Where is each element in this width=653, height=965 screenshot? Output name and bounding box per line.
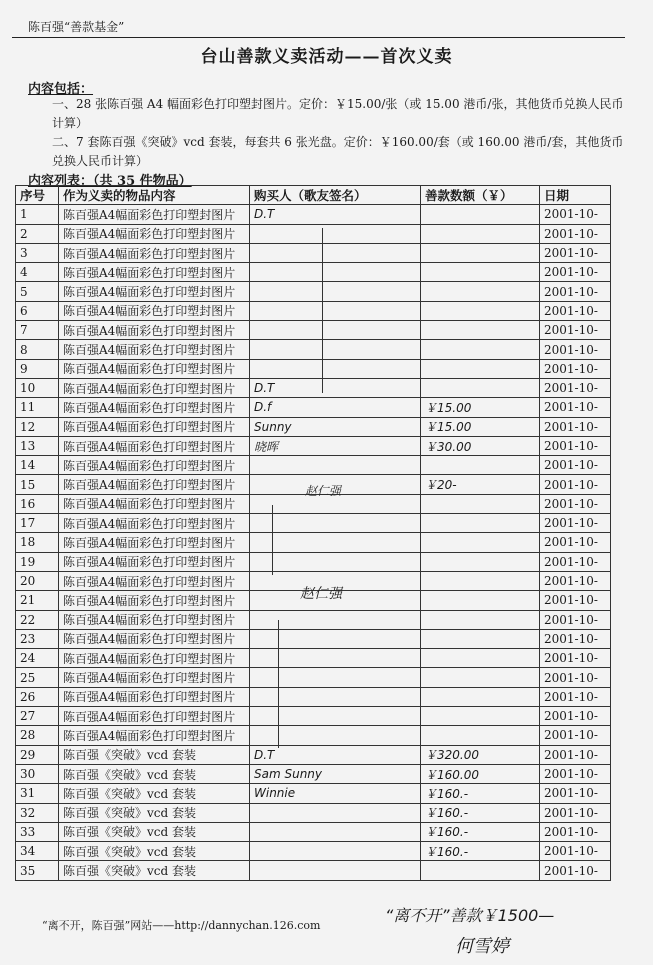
row-item: 陈百强A4幅面彩色打印塑封图片 xyxy=(59,610,250,629)
table-row xyxy=(16,822,611,841)
row-number: 16 xyxy=(16,494,59,513)
row-item: 陈百强A4幅面彩色打印塑封图片 xyxy=(59,359,250,378)
row-amount xyxy=(421,552,540,571)
row-date: 2001-10- xyxy=(540,321,611,340)
table-row xyxy=(16,359,611,378)
row-date: 2001-10- xyxy=(540,514,611,533)
row-date: 2001-10- xyxy=(540,263,611,282)
row-amount xyxy=(421,687,540,706)
table-row xyxy=(16,707,611,726)
row-date: 2001-10- xyxy=(540,764,611,783)
row-item: 陈百强A4幅面彩色打印塑封图片 xyxy=(59,475,250,494)
row-number: 19 xyxy=(16,552,59,571)
row-item: 陈百强A4幅面彩色打印塑封图片 xyxy=(59,301,250,320)
row-item: 陈百强A4幅面彩色打印塑封图片 xyxy=(59,726,250,745)
row-buyer xyxy=(250,822,421,841)
row-item: 陈百强A4幅面彩色打印塑封图片 xyxy=(59,263,250,282)
row-amount xyxy=(421,629,540,648)
row-item: 陈百强A4幅面彩色打印塑封图片 xyxy=(59,282,250,301)
row-amount xyxy=(421,263,540,282)
row-date: 2001-10- xyxy=(540,456,611,475)
row-number: 34 xyxy=(16,842,59,861)
row-number: 15 xyxy=(16,475,59,494)
row-number: 18 xyxy=(16,533,59,552)
row-buyer xyxy=(250,803,421,822)
handwritten-bracket-line xyxy=(322,228,323,393)
row-amount xyxy=(421,282,540,301)
row-number: 21 xyxy=(16,591,59,610)
row-date: 2001-10- xyxy=(540,745,611,764)
fund-header: 陈百强“善款基金” xyxy=(28,20,125,34)
table-row xyxy=(16,784,611,803)
row-amount xyxy=(421,533,540,552)
row-date: 2001-10- xyxy=(540,533,611,552)
table-row xyxy=(16,436,611,455)
row-number: 24 xyxy=(16,649,59,668)
row-number: 3 xyxy=(16,243,59,262)
row-item: 陈百强A4幅面彩色打印塑封图片 xyxy=(59,224,250,243)
row-buyer xyxy=(250,224,421,243)
row-item: 陈百强《突破》vcd 套装 xyxy=(59,745,250,764)
row-amount: ￥30.00 xyxy=(421,436,540,455)
row-date: 2001-10- xyxy=(540,629,611,648)
table-row xyxy=(16,687,611,706)
row-number: 1 xyxy=(16,205,59,224)
row-amount xyxy=(421,359,540,378)
row-item: 陈百强A4幅面彩色打印塑封图片 xyxy=(59,668,250,687)
row-amount xyxy=(421,514,540,533)
row-buyer xyxy=(250,340,421,359)
row-date: 2001-10- xyxy=(540,359,611,378)
row-item: 陈百强《突破》vcd 套装 xyxy=(59,803,250,822)
row-buyer: D.T xyxy=(250,205,421,224)
row-item: 陈百强A4幅面彩色打印塑封图片 xyxy=(59,571,250,590)
row-item: 陈百强A4幅面彩色打印塑封图片 xyxy=(59,243,250,262)
row-item: 陈百强A4幅面彩色打印塑封图片 xyxy=(59,533,250,552)
row-number: 14 xyxy=(16,456,59,475)
row-number: 4 xyxy=(16,263,59,282)
contents-item-1: 一、28 张陈百强 A4 幅面彩色打印塑封图片。定价：￥15.00/张（或 15.00 港币/张，其他货币兑换人民币计算） xyxy=(52,97,624,130)
row-amount xyxy=(421,224,540,243)
table-row xyxy=(16,417,611,436)
row-number: 17 xyxy=(16,514,59,533)
row-amount xyxy=(421,861,540,880)
row-amount xyxy=(421,610,540,629)
table-row xyxy=(16,205,611,224)
row-number: 29 xyxy=(16,745,59,764)
row-date: 2001-10- xyxy=(540,861,611,880)
row-amount xyxy=(421,301,540,320)
table-row xyxy=(16,378,611,397)
row-number: 20 xyxy=(16,571,59,590)
row-item: 陈百强A4幅面彩色打印塑封图片 xyxy=(59,494,250,513)
row-amount: ￥20- xyxy=(421,475,540,494)
handwritten-name-row21: 赵仁强 xyxy=(300,586,342,602)
row-number: 26 xyxy=(16,687,59,706)
row-date: 2001-10- xyxy=(540,784,611,803)
row-amount: ￥160.- xyxy=(421,803,540,822)
row-item: 陈百强A4幅面彩色打印塑封图片 xyxy=(59,591,250,610)
row-amount xyxy=(421,205,540,224)
row-date: 2001-10- xyxy=(540,378,611,397)
row-buyer xyxy=(250,263,421,282)
row-item: 陈百强A4幅面彩色打印塑封图片 xyxy=(59,378,250,397)
row-amount: ￥160.- xyxy=(421,784,540,803)
row-item: 陈百强A4幅面彩色打印塑封图片 xyxy=(59,417,250,436)
table-row xyxy=(16,263,611,282)
row-number: 12 xyxy=(16,417,59,436)
table-row xyxy=(16,224,611,243)
table-row xyxy=(16,803,611,822)
table-row xyxy=(16,842,611,861)
row-item: 陈百强《突破》vcd 套装 xyxy=(59,822,250,841)
table-row xyxy=(16,552,611,571)
row-buyer: D.f xyxy=(250,398,421,417)
row-item: 陈百强A4幅面彩色打印塑封图片 xyxy=(59,649,250,668)
row-number: 27 xyxy=(16,707,59,726)
row-number: 6 xyxy=(16,301,59,320)
row-amount xyxy=(421,571,540,590)
row-number: 35 xyxy=(16,861,59,880)
row-buyer xyxy=(250,707,421,726)
table-row xyxy=(16,610,611,629)
table-row xyxy=(16,514,611,533)
row-date: 2001-10- xyxy=(540,282,611,301)
row-date: 2001-10- xyxy=(540,340,611,359)
row-amount: ￥15.00 xyxy=(421,398,540,417)
list-heading: 内容列表：（共 35 件物品） xyxy=(28,174,192,189)
row-date: 2001-10- xyxy=(540,475,611,494)
row-date: 2001-10- xyxy=(540,436,611,455)
row-amount xyxy=(421,707,540,726)
table-row xyxy=(16,340,611,359)
handwritten-name-row15: 赵仁强 xyxy=(305,484,342,498)
row-date: 2001-10- xyxy=(540,649,611,668)
table-row xyxy=(16,398,611,417)
table-row xyxy=(16,861,611,880)
row-item: 陈百强A4幅面彩色打印塑封图片 xyxy=(59,707,250,726)
row-date: 2001-10- xyxy=(540,301,611,320)
row-buyer xyxy=(250,243,421,262)
row-date: 2001-10- xyxy=(540,494,611,513)
row-date: 2001-10- xyxy=(540,591,611,610)
table-row xyxy=(16,668,611,687)
row-date: 2001-10- xyxy=(540,668,611,687)
handwritten-bracket-line xyxy=(272,505,273,575)
row-amount xyxy=(421,649,540,668)
row-buyer: D.T xyxy=(250,378,421,397)
row-buyer xyxy=(250,629,421,648)
row-number: 9 xyxy=(16,359,59,378)
row-amount: ￥15.00 xyxy=(421,417,540,436)
row-buyer xyxy=(250,514,421,533)
row-date: 2001-10- xyxy=(540,842,611,861)
page-title: 台山善款义卖活动——首次义卖 xyxy=(200,47,453,67)
row-item: 陈百强A4幅面彩色打印塑封图片 xyxy=(59,552,250,571)
col-header-buyer: 购买人（歌友签名） xyxy=(250,186,421,205)
row-date: 2001-10- xyxy=(540,707,611,726)
table-row xyxy=(16,649,611,668)
row-buyer: Winnie xyxy=(250,784,421,803)
row-amount xyxy=(421,243,540,262)
row-amount xyxy=(421,378,540,397)
row-date: 2001-10- xyxy=(540,552,611,571)
row-date: 2001-10- xyxy=(540,687,611,706)
contents-item-2: 二、7 套陈百强《突破》vcd 套装，每套共 6 张光盘。定价：￥160.00/套（或 160.00 港币/套，其他货币兑换人民币计算） xyxy=(52,135,624,168)
col-header-amount: 善款数额（￥） xyxy=(421,186,540,205)
row-date: 2001-10- xyxy=(540,205,611,224)
row-buyer: Sam Sunny xyxy=(250,764,421,783)
row-number: 10 xyxy=(16,378,59,397)
row-number: 11 xyxy=(16,398,59,417)
table-row xyxy=(16,726,611,745)
row-item: 陈百强《突破》vcd 套装 xyxy=(59,764,250,783)
row-number: 8 xyxy=(16,340,59,359)
row-number: 32 xyxy=(16,803,59,822)
row-item: 陈百强A4幅面彩色打印塑封图片 xyxy=(59,436,250,455)
donation-table xyxy=(15,185,611,881)
row-buyer: D.T xyxy=(250,745,421,764)
row-buyer xyxy=(250,861,421,880)
row-buyer xyxy=(250,359,421,378)
row-date: 2001-10- xyxy=(540,822,611,841)
row-buyer xyxy=(250,533,421,552)
row-number: 25 xyxy=(16,668,59,687)
row-amount xyxy=(421,591,540,610)
row-number: 28 xyxy=(16,726,59,745)
row-amount xyxy=(421,340,540,359)
row-amount: ￥320.00 xyxy=(421,745,540,764)
row-date: 2001-10- xyxy=(540,803,611,822)
row-amount xyxy=(421,456,540,475)
row-amount xyxy=(421,726,540,745)
col-header-item: 作为义卖的物品内容 xyxy=(59,186,250,205)
row-number: 31 xyxy=(16,784,59,803)
table-row xyxy=(16,301,611,320)
row-date: 2001-10- xyxy=(540,571,611,590)
row-buyer xyxy=(250,456,421,475)
table-row xyxy=(16,533,611,552)
row-item: 陈百强A4幅面彩色打印塑封图片 xyxy=(59,205,250,224)
row-number: 23 xyxy=(16,629,59,648)
handwritten-note: “离不开”善款￥1500— xyxy=(385,906,555,925)
table-row xyxy=(16,629,611,648)
handwritten-signature: 何雪婷 xyxy=(455,936,509,957)
row-number: 2 xyxy=(16,224,59,243)
table-header-row xyxy=(16,186,611,205)
contents-heading: 内容包括： xyxy=(28,82,94,97)
row-amount: ￥160.00 xyxy=(421,764,540,783)
row-item: 陈百强A4幅面彩色打印塑封图片 xyxy=(59,629,250,648)
row-date: 2001-10- xyxy=(540,243,611,262)
table-row xyxy=(16,321,611,340)
row-buyer xyxy=(250,668,421,687)
row-number: 30 xyxy=(16,764,59,783)
row-item: 陈百强《突破》vcd 套装 xyxy=(59,784,250,803)
row-number: 5 xyxy=(16,282,59,301)
row-number: 33 xyxy=(16,822,59,841)
row-item: 陈百强A4幅面彩色打印塑封图片 xyxy=(59,687,250,706)
table-row xyxy=(16,456,611,475)
footer-website: “离不开，陈百强”网站——http://dannychan.126.com xyxy=(42,919,321,932)
row-buyer xyxy=(250,649,421,668)
col-header-number: 序号 xyxy=(16,186,59,205)
row-amount xyxy=(421,668,540,687)
row-buyer: Sunny xyxy=(250,417,421,436)
row-item: 陈百强A4幅面彩色打印塑封图片 xyxy=(59,514,250,533)
row-buyer xyxy=(250,552,421,571)
table-row xyxy=(16,745,611,764)
handwritten-bracket-line xyxy=(278,620,279,748)
row-amount: ￥160.- xyxy=(421,822,540,841)
row-date: 2001-10- xyxy=(540,224,611,243)
header-rule xyxy=(12,37,625,38)
row-date: 2001-10- xyxy=(540,726,611,745)
row-buyer xyxy=(250,301,421,320)
row-buyer xyxy=(250,687,421,706)
row-amount: ￥160.- xyxy=(421,842,540,861)
row-buyer xyxy=(250,282,421,301)
row-date: 2001-10- xyxy=(540,398,611,417)
table-row xyxy=(16,243,611,262)
row-item: 陈百强《突破》vcd 套装 xyxy=(59,842,250,861)
row-amount xyxy=(421,321,540,340)
row-buyer xyxy=(250,321,421,340)
row-item: 陈百强A4幅面彩色打印塑封图片 xyxy=(59,398,250,417)
row-date: 2001-10- xyxy=(540,610,611,629)
row-buyer xyxy=(250,726,421,745)
row-date: 2001-10- xyxy=(540,417,611,436)
row-number: 13 xyxy=(16,436,59,455)
row-amount xyxy=(421,494,540,513)
row-number: 22 xyxy=(16,610,59,629)
row-item: 陈百强《突破》vcd 套装 xyxy=(59,861,250,880)
row-buyer xyxy=(250,610,421,629)
row-number: 7 xyxy=(16,321,59,340)
col-header-date: 日期 xyxy=(540,186,611,205)
row-item: 陈百强A4幅面彩色打印塑封图片 xyxy=(59,340,250,359)
row-item: 陈百强A4幅面彩色打印塑封图片 xyxy=(59,456,250,475)
row-item: 陈百强A4幅面彩色打印塑封图片 xyxy=(59,321,250,340)
row-buyer: 晓晖 xyxy=(250,436,421,455)
table-row xyxy=(16,282,611,301)
table-row xyxy=(16,764,611,783)
row-buyer xyxy=(250,842,421,861)
